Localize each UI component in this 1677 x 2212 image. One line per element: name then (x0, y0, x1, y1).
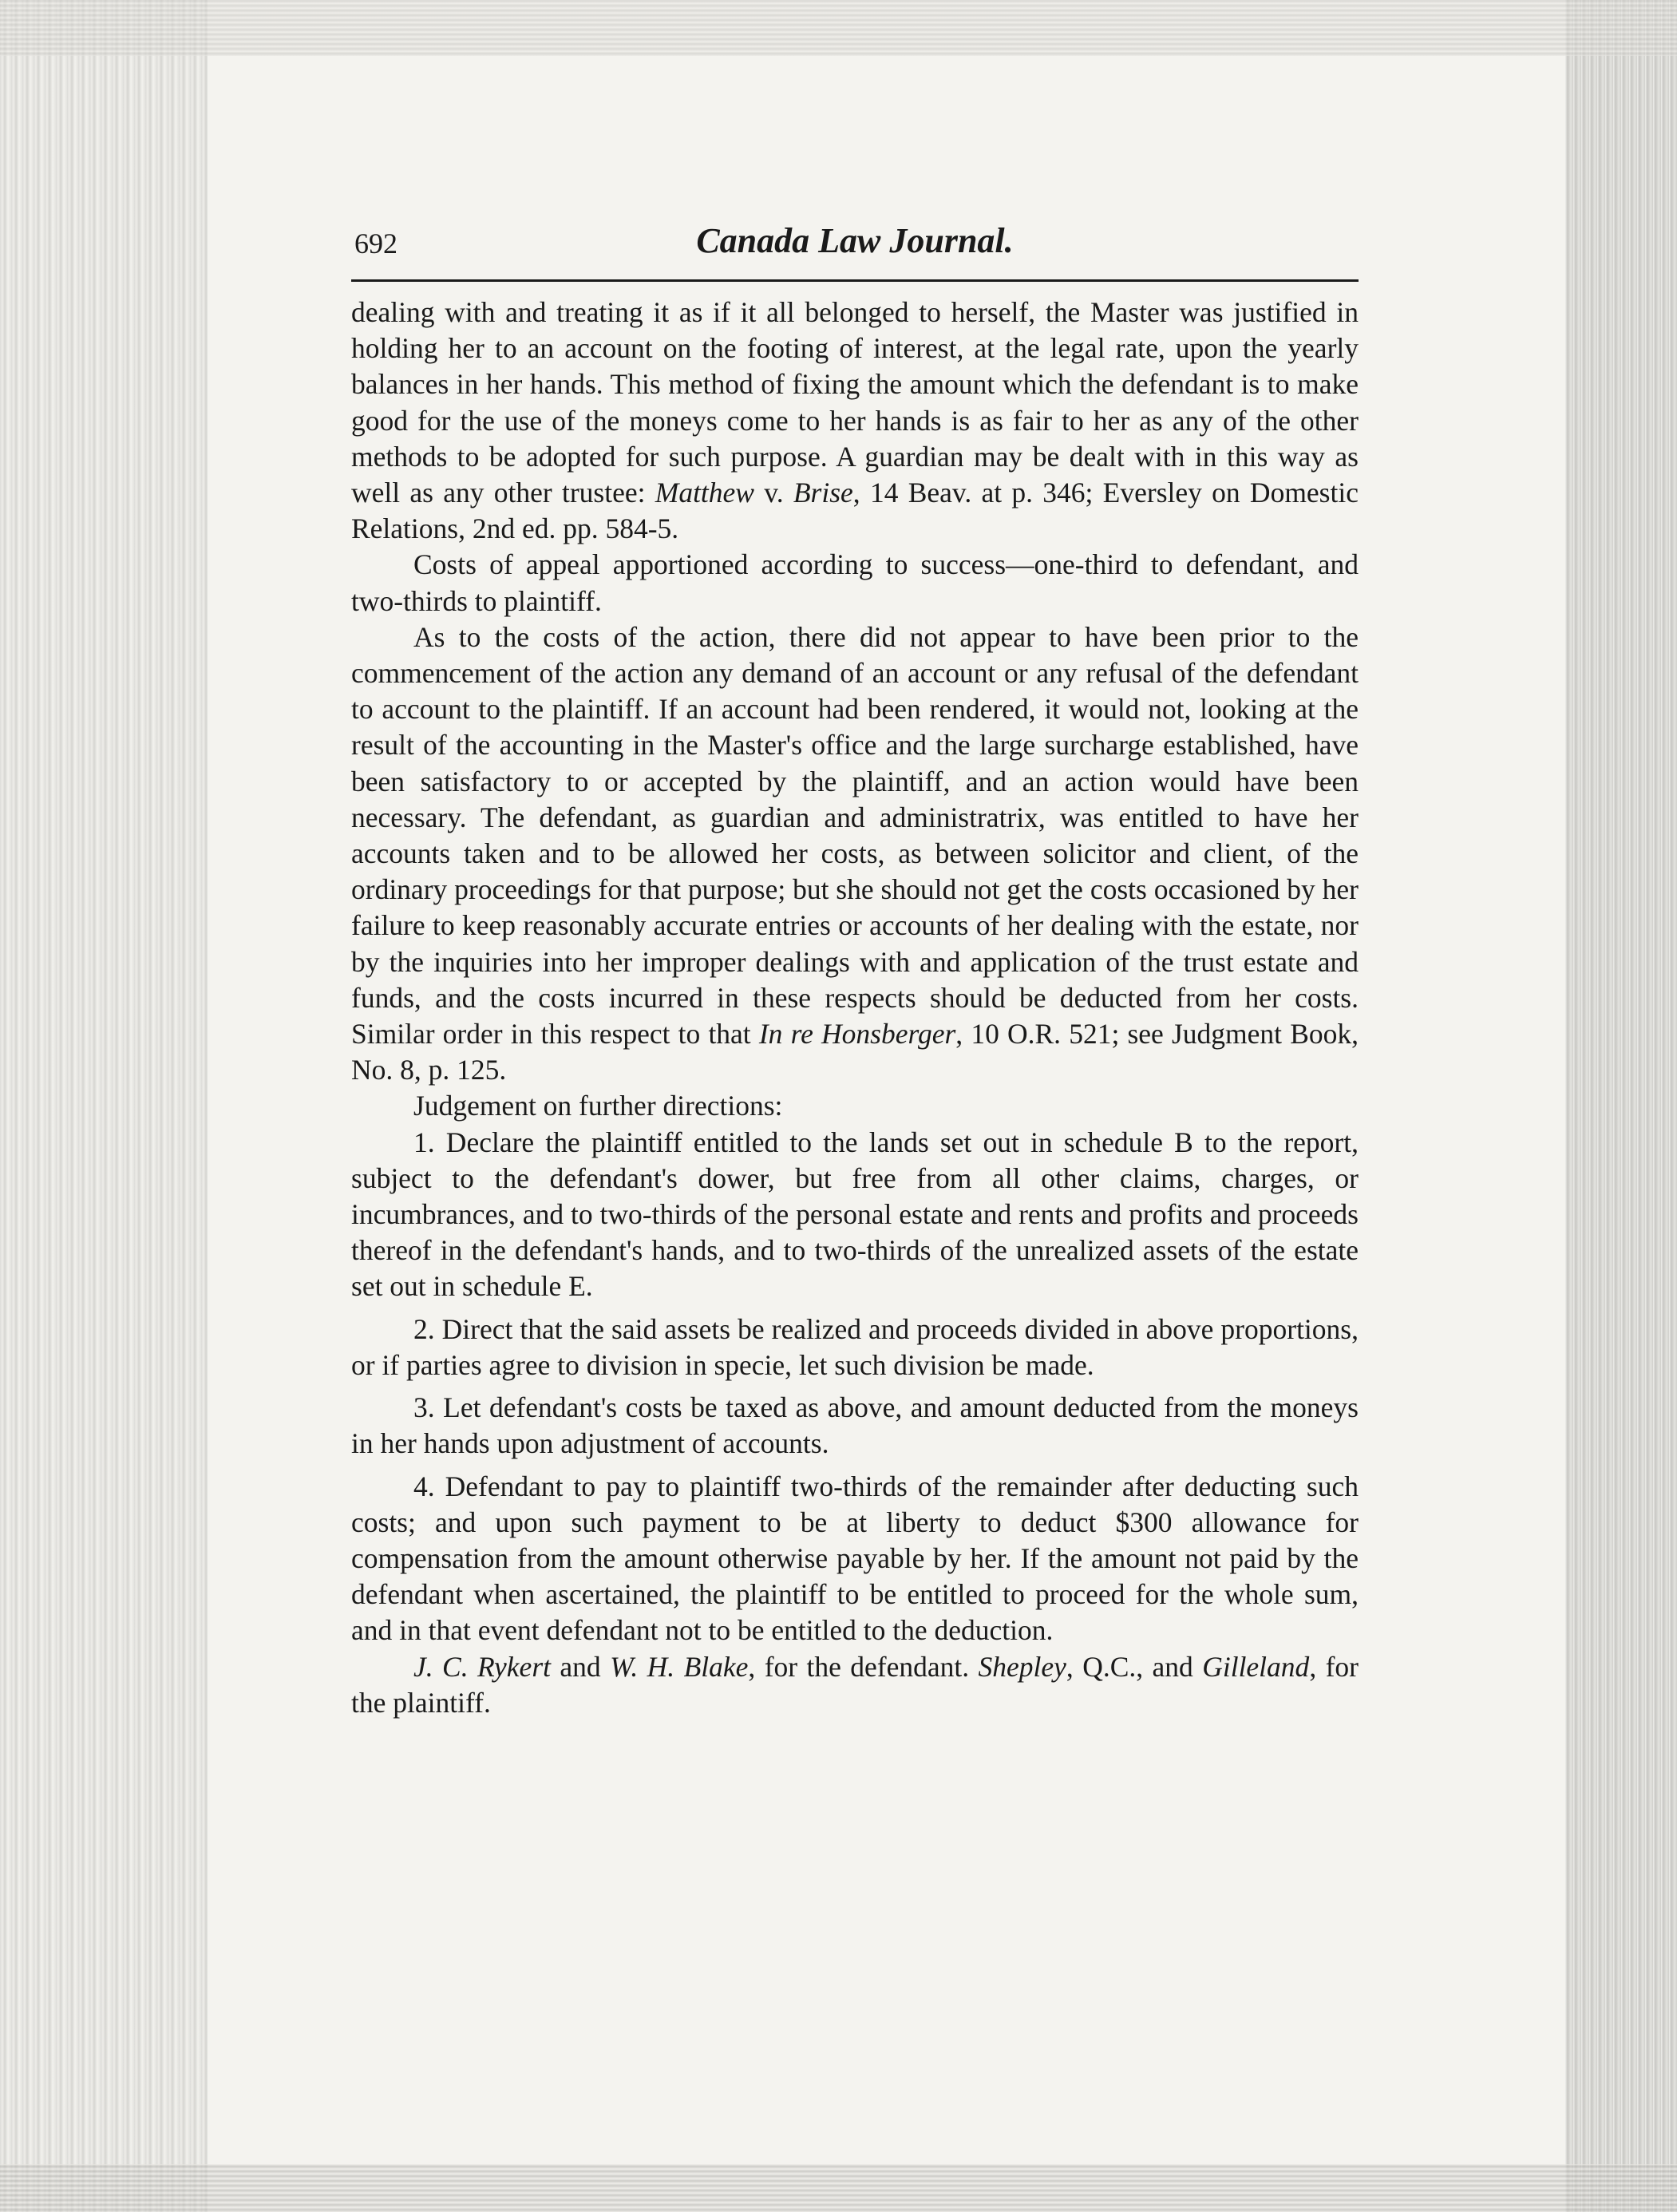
text-run: 2. Direct that the said assets be realized and proceeds divided in above proportions, or if parties agree to division in specie, let such division be made. (351, 1312, 1359, 1381)
page-header (351, 216, 1359, 282)
paragraph-judgement-heading (351, 1088, 1359, 1124)
paragraph-costs-of-appeal (351, 547, 1359, 619)
text-run: 1. Declare the plaintiff entitled to the lands set out in schedule B to the report, subject to the defendant's dower, but free from all other claims, charges, or incumbrances, and to two-thirds of the personal estate and rents and profits and proceeds thereof in the defendant's hands, and to two-thirds of the unrealized assets of the estate set out in schedule E. (351, 1126, 1359, 1303)
scan-edge-right (1565, 0, 1677, 2212)
italic-citation: Brise (793, 477, 853, 509)
text-run: and (551, 1650, 611, 1683)
journal-title: Canada Law Journal. (696, 221, 1014, 260)
text-run: , 14 Beav. at p. 346; Eversley on Domestic Relations, 2nd ed. pp. 584-5. (351, 477, 1359, 545)
italic-citation: In re Honsberger (758, 1018, 956, 1051)
text-run: dealing with and treating it as if it all belonged to herself, the Master was justified in holding her to an account on the footing of interest, at the legal rate, upon the yearly balances in her hands. This method of fixing the amount which the defendant is to make good for the use of the moneys come to her hands is as fair to her as any of the other methods to be adopted for such purpose. A guardian may be dealt with in this way as well as any other trustee: (351, 296, 1359, 509)
page-number: 692 (354, 228, 397, 259)
text-run: As to the costs of the action, there did not appear to have been prior to the commencement of the action any demand of an account or any refusal of the defendant to account to the plaintiff. If an account had been rendered, it would not, looking at the result of the accounting in the Master's office and the large surcharge established, have been satisfactory to or accepted by the plaintiff, and an action would have been necessary. The defendant, as guardian and administratrix, was entitled to have her accounts taken and to be allowed her costs, as between solicitor and client, of the ordinary proceedings for that purpose; but she should not get the costs occasioned by her failure to keep reasonably accurate entries or accounts of her dealing with the estate, nor by the inquiries into her improper dealings with and application of the trust estate and funds, and the costs incurred in these respects should be deducted from her costs. Similar order in this respect to that (351, 620, 1359, 1051)
text-run: 3. Let defendant's costs be taxed as above, and amount deducted from the moneys in her hands upon adjustment of accounts. (351, 1391, 1359, 1460)
paragraph-continuation (351, 295, 1359, 547)
text-run: Judgement on further directions: (413, 1090, 783, 1122)
text-run: , for the plaintiff. (351, 1650, 1359, 1719)
paragraph-costs-of-action (351, 619, 1359, 1089)
text-run: , for the defendant. (748, 1650, 979, 1683)
scan-edge-bottom (0, 2164, 1677, 2212)
scan-edge-top (0, 0, 1677, 56)
italic-citation: J. C. Rykert (413, 1650, 551, 1683)
paragraph-direction-4 (351, 1469, 1359, 1649)
italic-citation: Matthew (655, 477, 754, 509)
paragraph-direction-3 (351, 1390, 1359, 1462)
text-run: Costs of appeal apportioned according to success—one-third to defendant, and two-thirds to plaintiff. (351, 548, 1359, 617)
italic-citation: W. H. Blake (610, 1650, 749, 1683)
paragraph-counsel (351, 1649, 1359, 1721)
italic-citation: Gilleland (1202, 1650, 1310, 1683)
scan-edge-left (0, 0, 208, 2212)
italic-citation: Shepley (978, 1650, 1066, 1683)
text-run: , 10 O.R. 521; see Judgment Book, No. 8, p. 125. (351, 1018, 1359, 1086)
paragraph-direction-2 (351, 1312, 1359, 1383)
text-run: 4. Defendant to pay to plaintiff two-thirds of the remainder after deducting such costs; and upon such payment to be at liberty to deduct $300 allowance for compensation from the amount otherwise payable by her. If the amount not paid by the defendant when ascertained, the plaintiff to be entitled to proceed for the whole sum, and in that event defendant not to be entitled to the deduction. (351, 1470, 1359, 1647)
text-run: , Q.C., and (1066, 1650, 1203, 1683)
article-body (351, 295, 1359, 1721)
text-run: v. (753, 477, 793, 509)
journal-page (351, 216, 1359, 1721)
paragraph-direction-1 (351, 1125, 1359, 1305)
